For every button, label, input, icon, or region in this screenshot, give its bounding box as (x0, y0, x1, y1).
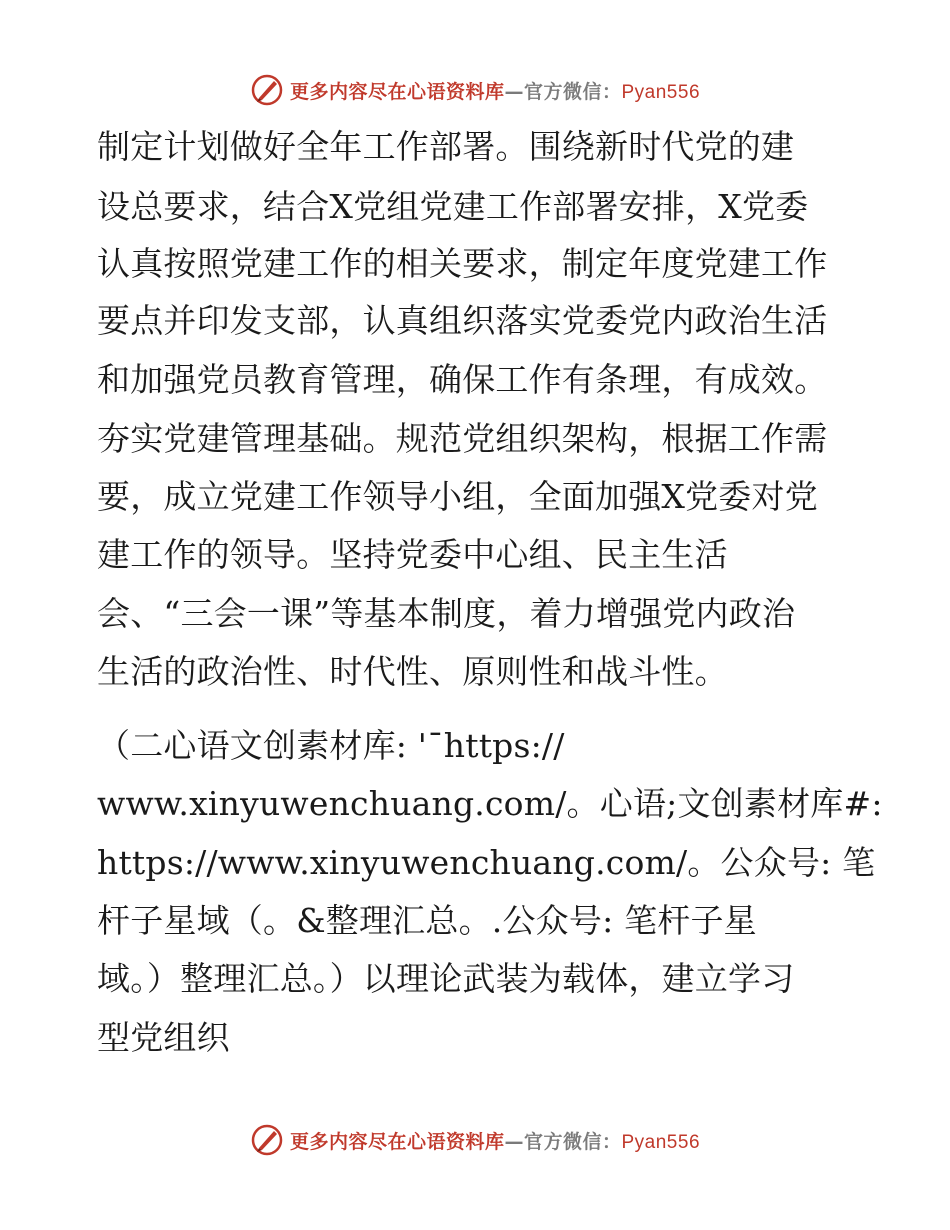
body-line: 和加强党员教育管理，确保工作有条理，有成效。 (97, 360, 828, 399)
body-line: 认真按照党建工作的相关要求，制定年度党建工作 (97, 244, 828, 283)
footer-banner (0, 1120, 950, 1160)
header-banner (0, 70, 950, 110)
body-line: 制定计划做好全年工作部署。围绕新时代党的建 (97, 127, 795, 166)
body-line: 生活的政治性、时代性、原则性和战斗性。 (97, 652, 728, 691)
header-banner-text: 更多内容尽在心语资料库—官方微信：Pyan556 (289, 80, 701, 103)
body-line: 要点并印发支部，认真组织落实党委党内政治生活 (97, 301, 828, 340)
quill-circle-logo-icon (250, 73, 284, 107)
body-line: 域。）整理汇总。）以理论武装为载体，建立学习 (97, 959, 795, 998)
body-line: 会、“三会一课”等基本制度，着力增强党内政治 (97, 594, 796, 633)
body-line: 夯实党建管理基础。规范党组织架构，根据工作需 (97, 419, 828, 458)
body-line: 型党组织 (97, 1018, 230, 1057)
body-line: 要，成立党建工作领导小组，全面加强X党委对党 (97, 477, 818, 516)
body-line: 设总要求，结合X党组党建工作部署安排，X党委 (97, 187, 809, 226)
body-line: https://www.xinyuwenchuang.com/。公众号: 笔 (97, 843, 876, 882)
body-line: （二心语文创素材库: '¯https:// (97, 726, 565, 765)
body-line: 建工作的领导。坚持党委中心组、民主生活 (97, 535, 728, 574)
footer-banner-text: 更多内容尽在心语资料库—官方微信：Pyan556 (289, 1130, 701, 1153)
quill-circle-logo-icon (250, 1123, 284, 1157)
body-line: www.xinyuwenchuang.com/。心语;文创素材库#: (97, 784, 883, 823)
body-line: 杆子星域（。&整理汇总。.公众号: 笔杆子星 (97, 901, 757, 940)
